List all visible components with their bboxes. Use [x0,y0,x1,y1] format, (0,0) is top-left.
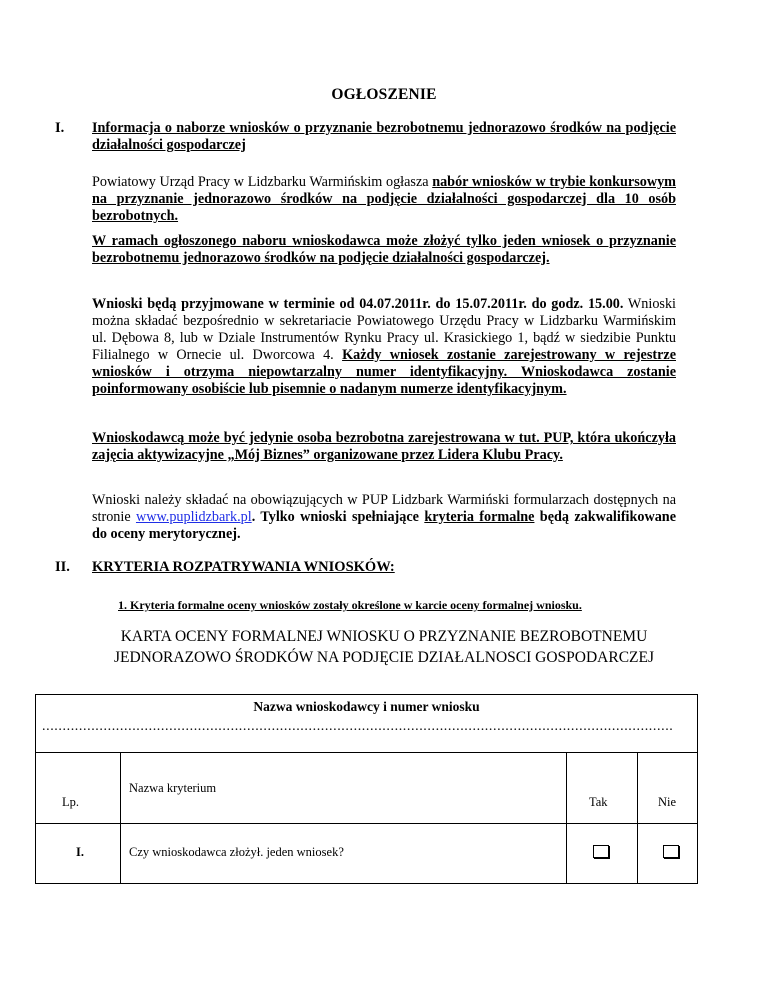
tak-checkbox[interactable] [593,845,609,858]
paragraph-5-bold: . Tylko wnioski spełniające [251,509,425,525]
section-2-number: II. [55,559,70,575]
column-divider [637,753,638,883]
paragraph-5-criteria: kryteria formalne [424,509,535,525]
row-criterion: Czy wnioskodawca złożył. jeden wniosek? [129,845,344,859]
paragraph-4: Wnioskodawcą może być jedynie osoba bezrobotna zarejestrowana w tut. PUP, która ukończyła zajęcia aktywizacyjne „Mój Biznes” organizowane przez Lidera Klubu Pracy. [92,430,676,463]
form-title-line-2: JEDNORAZOWO ŚRODKÓW NA PODJĘCIE DZIAŁALNOSCI GOSPODARCZEJ [113,649,655,666]
paragraph-2: W ramach ogłoszonego naboru wnioskodawca może złożyć tylko jeden wniosek o przyznanie bezrobotnemu jednorazowo środków na podjęcie działalności gospodarczej. [92,233,676,266]
paragraph-3-registration: Każdy wniosek zostanie zarejestrowany w rejestrze wniosków i otrzyma niepowtarzalny numer identyfikacyjny. Wnioskodawca zostanie poinformowany osobiście lub pisemnie o nadanym numerze identyfikacyjnym. [92,347,676,397]
column-divider [566,753,567,883]
criteria-item-1: 1. Kryteria formalne oceny wniosków zostały określone w karcie oceny formalnej wniosku. [118,598,582,612]
paragraph-5-text: Wnioski należy składać na obowiązujących w PUP Lidzbark Warmiński formularzach dostępnych na stronie [92,492,676,525]
column-divider [120,753,121,883]
table-header: Nazwa wnioskodawcy i numer wniosku [253,699,480,714]
paragraph-5 [92,492,676,543]
row-lp: I. [76,845,84,859]
table-divider [36,752,697,753]
column-header-nie: Nie [658,795,677,809]
column-header-lp: Lp. [62,795,80,809]
section-1-number: I. [55,120,65,136]
form-title [0,626,768,668]
paragraph-5-bold-end: będą zakwalifikowane do oceny merytorycznej. [92,509,676,542]
paragraph-3 [92,296,676,398]
paragraph-3-deadline: Wnioski będą przyjmowane w terminie od 04.07.2011r. do 15.07.2011r. do godz. 15.00. [92,296,624,312]
column-header-name: Nazwa kryterium [129,781,217,795]
page-title: OGŁOSZENIE [331,86,437,103]
row-divider [36,823,697,824]
paragraph-1-text: Powiatowy Urząd Pracy w Lidzbarku Warmińskim ogłasza [92,174,433,190]
section-1-heading: Informacja o naborze wniosków o przyznanie bezrobotnemu jednorazowo środków na podjęcie działalności gospodarczej [92,120,676,153]
evaluation-table [35,694,698,884]
column-header-tak: Tak [589,795,608,809]
paragraph-1 [92,174,676,225]
paragraph-1-emphasis: nabór wniosków w trybie konkursowym na przyznanie jednorazowo środków na podjęcie działalności gospodarczej dla 10 osób bezrobotnych. [92,174,676,224]
applicant-name-field[interactable]: .......................................................................................................................................................... [42,719,674,734]
section-2-heading: KRYTERIA ROZPATRYWANIA WNIOSKÓW: [92,559,395,575]
website-link[interactable]: www.puplidzbark.pl [135,509,252,525]
form-title-line-1: KARTA OCENY FORMALNEJ WNIOSKU O PRZYZNANIE BEZROBOTNEMU [120,628,648,645]
nie-checkbox[interactable] [663,845,679,858]
paragraph-3-text: Wnioski można składać bezpośrednio w sekretariacie Powiatowego Urzędu Pracy w Lidzbarku Warmińskim ul. Dębowa 8, lub w Dziale Instrumentów Rynku Pracy ul. Krasickiego 1, bądź w siedzibie Punktu Filialnego w Ornecie ul. Dworcowa 4. [92,296,676,363]
